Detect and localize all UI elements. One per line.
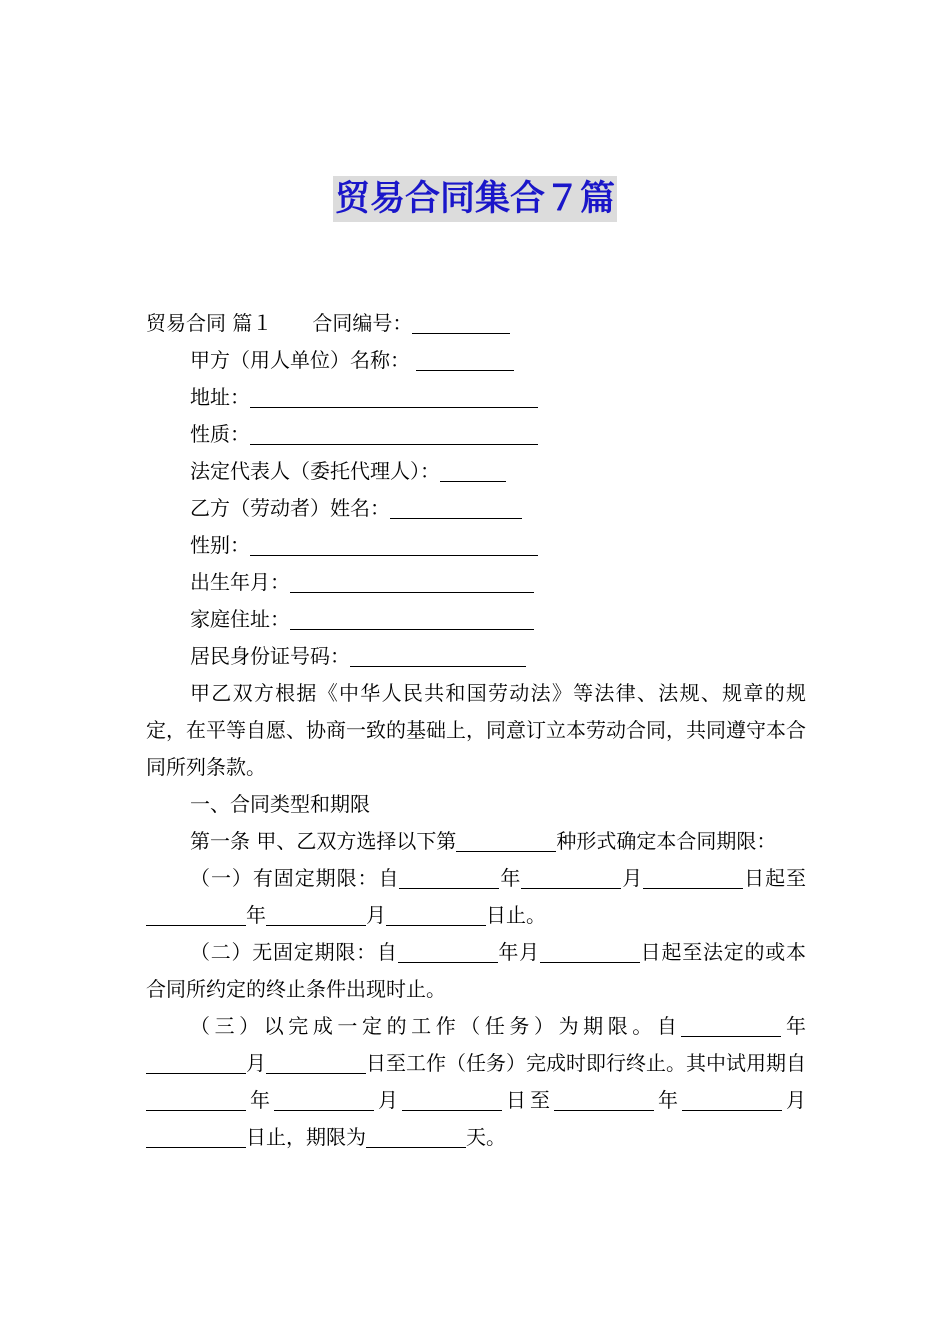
clause-unfixed-term: （二）无固定期限：自 年月 日起至法定的或本合同所约定的终止条件出现时止。: [146, 940, 807, 1001]
clause-fixed-term: （一）有固定期限：自 年 月 日起至年 月 日止。: [146, 860, 806, 934]
blank: [250, 531, 538, 556]
field-birth: 出生年月：: [146, 564, 806, 601]
field-gender: 性别：: [146, 527, 806, 564]
contract-no-blank: [412, 309, 510, 334]
intro-paragraph: 甲乙双方根据《中华人民共和国劳动法》等法律、法规、规章的规定，在平等自愿、协商一致的基础上，同意订立本劳动合同，共同遵守本合同所列条款。: [146, 681, 806, 779]
field-address: 地址：: [146, 379, 806, 416]
header-line: [146, 305, 806, 342]
field-legal-rep: 法定代表人（委托代理人）：: [146, 453, 806, 490]
title-text: 贸易合同集合７篇: [333, 176, 617, 222]
blank: [390, 494, 522, 519]
field-nature: 性质：: [146, 416, 806, 453]
document-body: [146, 305, 806, 1156]
document-title: [0, 176, 950, 222]
blank: [456, 827, 556, 852]
article-1: 第一条 甲、乙双方选择以下第 种形式确定本合同期限：: [190, 829, 777, 853]
section-heading: 贸易合同 篇１: [146, 311, 273, 335]
field-home-address: 家庭住址：: [146, 601, 806, 638]
clause-task-term: （三）以完成一定的工作（任务）为期限。自 年月 日至工作（任务）完成时即行终止。其中试用期自年 月 日至 年 月日止，期限为 天。: [146, 1008, 806, 1156]
blank: [250, 383, 538, 408]
blank: [440, 457, 506, 482]
field-party-a: 甲方（用人单位）名称：: [146, 342, 806, 379]
blank: [416, 346, 514, 371]
blank: [250, 420, 538, 445]
blank: [350, 642, 526, 667]
blank: [290, 568, 534, 593]
contract-no-label: 合同编号：: [312, 311, 413, 335]
field-id-number: 居民身份证号码：: [146, 638, 806, 675]
field-party-b: 乙方（劳动者）姓名：: [146, 490, 806, 527]
blank: [290, 605, 534, 630]
section-heading-1: 一、合同类型和期限: [190, 792, 370, 816]
